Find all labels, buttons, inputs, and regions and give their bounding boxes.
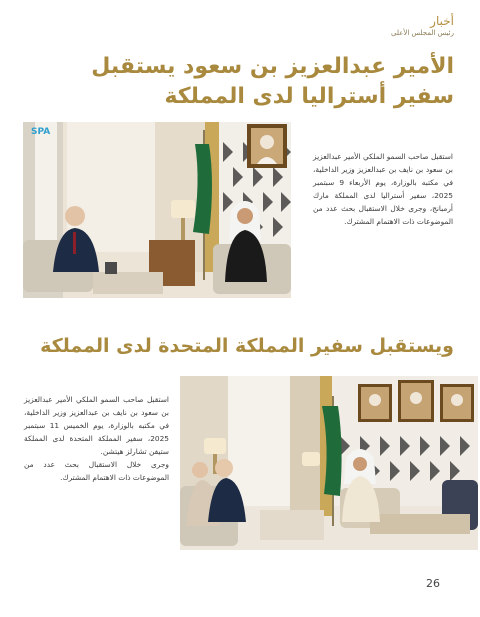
article1-photo-illustration [23,122,291,298]
section-title: أخبار [430,14,454,28]
section-subtitle: رئيس المجلس الأعلى [391,29,454,37]
article2-body: استقبل صاحب السمو الملكي الأمير عبدالعزيز بن سعود بن نايف بن عبدالعزيز وزير الداخلية، في مكتبه بالوزارة، يوم الخميس 11 سبتمبر 2025، سفير المملكة المتحدة لدى المملكة ستيفن تشارلز هيتشن. وجرى خلال الاستقبال بحث عدد من الموضوعات ذات الاهتمام المشترك. [24,395,169,482]
article2-headline: ويستقبل سفير المملكة المتحدة لدى المملكة [40,335,454,357]
article2-photo [180,376,478,550]
spa-watermark: SPA [31,127,51,137]
article1-body: استقبل صاحب السمو الملكي الأمير عبدالعزيز بن سعود بن نايف بن عبدالعزيز وزير الداخلية، في مكتبه بالوزارة، يوم الأربعاء 9 سبتمبر 2025، سفير أستراليا لدى المملكة مارك أرمبانج، وجرى خلال الاستقبال بحث عدد من الموضوعات ذات الاهتمام المشترك. [313,152,453,226]
page-number: 26 [426,577,440,590]
article1-headline: الأمير عبدالعزيز بن سعود يستقبل سفير أستراليا لدى المملكة [91,54,454,109]
section-tag [391,14,454,38]
article1-photo [23,122,291,298]
article2-photo-illustration [180,376,478,550]
